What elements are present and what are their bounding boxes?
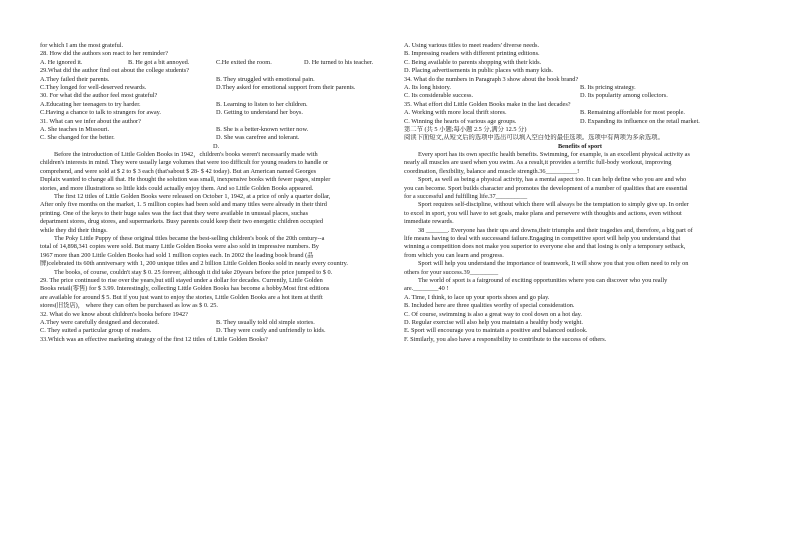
passage-line: The world of sport is a fairground of exciting opportunities where you can discover who you really bbox=[418, 276, 668, 284]
option-b: B. She is a better-known writer now. bbox=[216, 125, 309, 133]
answer-option-a: A. Time, I think, to lace up your sports shoes and go play. bbox=[404, 293, 550, 301]
option-d: D. Getting to understand her boys. bbox=[216, 109, 303, 117]
passage-line: winning a competition does not make you superior to everyone else and that losing is only a temporary setback, bbox=[404, 243, 686, 251]
left-column bbox=[40, 42, 392, 344]
passage-line: Duplaix wanted to change all that. He thought the solution was small, inexpensive books with fewer pages, simpler bbox=[40, 176, 331, 184]
option-d: D.They asked for emotional support from their parents. bbox=[216, 83, 356, 91]
option-c: C.They longed for well-deserved rewards. bbox=[40, 83, 147, 91]
question-34-stem: 34. What do the numbers in Paragraph 3 show about the book brand? bbox=[404, 75, 579, 83]
passage-title: Benefits of sport bbox=[557, 142, 603, 150]
passage-line: stores(旧货店)， where they can often be purchased as low as $ 0. 25. bbox=[40, 302, 219, 310]
option-c: C.He exited the room. bbox=[216, 58, 272, 66]
option-c: C. Winning the hearts of various age groups. bbox=[404, 117, 517, 125]
passage-line: Before the introduction of Little Golden Books in 1942，children's books weren't necessarily made with bbox=[54, 151, 318, 159]
passage-line: The first 12 titles of Little Golden Books were released on October 1, 1942, at a price of only a quarter dollar, bbox=[54, 193, 331, 201]
question-29-options-row2 bbox=[40, 84, 392, 92]
passage-line: Sport requires self-discipline, without which there will always be the temptation to simply give up. In order bbox=[418, 201, 689, 209]
question-34-options-row2 bbox=[404, 92, 756, 100]
question-33-option-c: C. Being available to parents shopping with their kids. bbox=[404, 58, 542, 66]
option-c: C. She changed for the better. bbox=[40, 134, 115, 142]
answer-option-d: D. Regular exercise will also help you maintain a healthy body weight. bbox=[404, 318, 583, 326]
option-c: C.Having a chance to talk to strangers for away. bbox=[40, 109, 161, 117]
answer-option-b: B. Included here are three qualities worthy of special consideration. bbox=[404, 302, 575, 310]
passage-line: stories, and more illustrations so little kids could actually enjoy them. And so Little Golden Books appeared. bbox=[40, 184, 314, 192]
passage-line: 牌)celebrated its 60th anniversary with 1, 200 unique titles and 2 billion Little Golden Books sold in nearly every country. bbox=[40, 260, 348, 268]
option-b: B. He got a bit annoyed. bbox=[128, 58, 190, 66]
question-35-options-row2 bbox=[404, 118, 756, 126]
option-b: B. They usually told old simple stories. bbox=[216, 318, 315, 326]
passage-line: 29. The price continued to rise over the years,but still stayed under a dollar for decades. Currently, Little Golden bbox=[40, 276, 323, 284]
question-31-options-row2 bbox=[40, 134, 392, 142]
passage-line: 1967 more than 200 Little Golden Books had sold 1 million copies each. In 2002 the leading book brand (品 bbox=[40, 251, 314, 259]
section-instructions: 阅读下面短文,从短文后的选项中选出可以填入空白处的最佳选项。选项中有两项为多余选项。 bbox=[404, 134, 664, 142]
option-d: D. He turned to his teacher. bbox=[304, 58, 374, 66]
question-33-option-d: D. Placing advertisements in public places with many kids. bbox=[404, 67, 553, 75]
passage-line: Books retail(零售) for $ 3.99. Interestingly, collecting Little Golden Books has become a hobby.Most first editions bbox=[40, 285, 330, 293]
question-32-stem: 32. What do we know about children's books before 1942? bbox=[40, 310, 188, 318]
option-a: A.They were carefully designed and decorated. bbox=[40, 318, 160, 326]
option-d: D. She was carefree and tolerant. bbox=[216, 134, 300, 142]
option-a: A. Working with more local thrift stores. bbox=[404, 109, 507, 117]
passage-line: immediate rewards. bbox=[404, 218, 454, 226]
option-a: A. She teaches in Missouri. bbox=[40, 125, 110, 133]
question-28-options bbox=[40, 59, 392, 67]
option-d: D. They were costly and unfriendly to kids. bbox=[216, 327, 326, 335]
question-33-option-b: B. Impressing readers with different printing editions. bbox=[404, 50, 540, 58]
option-d: D. Its popularity among collectors. bbox=[580, 92, 668, 100]
text-line: for which I am the most grateful. bbox=[40, 42, 124, 49]
passage-line: children's interests in mind. They were usually large volumes that were too difficult for young readers to handle or bbox=[40, 159, 329, 167]
option-a: A. Its long history. bbox=[404, 83, 451, 91]
passage-line: from which you can learn and progress. bbox=[404, 251, 504, 259]
passage-line: Sport will help you understand the importance of teamwork, It will show you that you often need to rely on bbox=[418, 260, 689, 268]
option-c: C. They suited a particular group of readers. bbox=[40, 327, 152, 335]
question-35-options-row1 bbox=[404, 109, 756, 117]
passage-line: department stores, drug stores, and supermarkets. Busy parents could keep their two energetic children occupied bbox=[40, 218, 323, 226]
passage-line: life means having to deal with successand failure.Engaging in competitive sport will help you understand that bbox=[404, 234, 681, 242]
option-d: D. Expanding its influence on the retail market. bbox=[580, 117, 700, 125]
passage-line: The books, of course, couldn't stay $ 0. 25 forever, although it did take 20years before the price jumped to $ 0. bbox=[54, 268, 333, 276]
right-column bbox=[404, 42, 756, 344]
question-29-options-row1 bbox=[40, 76, 392, 84]
passage-line: The Poky Little Puppy of these original titles became the best-selling children's book of the 20th century--a bbox=[54, 234, 325, 242]
option-b: B. Learning to listen to her children. bbox=[216, 100, 308, 108]
option-a: A. He ignored it. bbox=[40, 58, 83, 66]
passage-line: are available for around $ 5. But if you just want to enjoy the stories, Little Golden Books are a hot item at thrift bbox=[40, 293, 323, 301]
question-31-options-row1 bbox=[40, 126, 392, 134]
passage-line: to excel in sport, you will have to set goals, make plans and persevere with thoughts and actions, even without bbox=[404, 209, 682, 217]
question-33-stem: 33.Which was an effective marketing strategy of the first 12 titles of Little Golden Books? bbox=[40, 335, 268, 343]
option-b: B. Its pricing strategy. bbox=[580, 83, 636, 91]
option-a: A.Educating her teenagers to try harder. bbox=[40, 100, 141, 108]
question-30-options-row1 bbox=[40, 101, 392, 109]
section-d-heading: D. bbox=[212, 142, 220, 150]
passage-line: After only five months on the market, 1. 5 million copies had been sold and many titles were already in their third bbox=[40, 201, 327, 209]
passage-line: Sport, as well as being a physical activity, has a mental aspect too. It can help define who you are and who bbox=[418, 176, 687, 184]
question-33-option-a: A. Using various titles to meet readers' diverse needs. bbox=[404, 42, 540, 49]
passage-line: while they did their things. bbox=[40, 226, 108, 234]
question-30-options-row2 bbox=[40, 109, 392, 117]
answer-option-c: C. Of course, swimming is also a great way to cool down on a hot day. bbox=[404, 310, 582, 318]
passage-line: comprehend, and were sold at $ 2 to $ 3 each (that'sabout $ 28- $ 42 today). But an American named Georges bbox=[40, 167, 317, 175]
answer-option-f: F. Similarly, you also have a responsibility to contribute to the success of others. bbox=[404, 335, 607, 343]
passage-line: you can become. Sport builds character and promotes the development of a number of qualities that are essential bbox=[404, 184, 688, 192]
option-a: A.They failed their parents. bbox=[40, 75, 110, 83]
passage-line: total of 14,898,341 copies were sold. But many Little Golden Books were also sold in impressive numbers. By bbox=[40, 243, 319, 251]
question-28-stem: 28. How did the authors son react to her reminder? bbox=[40, 50, 168, 58]
option-b: B. They struggled with emotional pain. bbox=[216, 75, 315, 83]
passage-line: 38 _______. Everyone has their ups and downs,their triumphs and their tragedies and, therefore, a big part of bbox=[418, 226, 693, 234]
question-34-options-row1 bbox=[404, 84, 756, 92]
passage-line: for a successful and fulfilling life.37__________ bbox=[404, 193, 528, 201]
question-35-stem: 35. What effort did Little Golden Books make in the last decades? bbox=[404, 100, 571, 108]
question-31-stem: 31. What can we infer about the author? bbox=[40, 117, 141, 125]
question-32-options-row2 bbox=[40, 327, 392, 335]
question-29-stem: 29.What did the author find out about the college students? bbox=[40, 67, 189, 75]
option-b: B. Remaining affordable for most people. bbox=[580, 109, 685, 117]
question-32-options-row1 bbox=[40, 319, 392, 327]
passage-line: others for your success.39_________ bbox=[404, 268, 499, 276]
section-2-heading: 第二节 (共 5 小题;每小题 2.5 分,满分 12.5 分) bbox=[404, 125, 527, 133]
passage-line: Every sport has its own specific health benefits. Swimming, for example, is an excellent physical activity as bbox=[418, 151, 690, 159]
option-c: C. Its considerable success. bbox=[404, 92, 474, 100]
passage-line: are.________40 ! bbox=[404, 285, 449, 293]
question-30-stem: 30. For what did the author feel most grateful? bbox=[40, 92, 158, 100]
passage-line: printing. One of the keys to their huge sales was the fact that they were available in unusual places, suchas bbox=[40, 209, 309, 217]
passage-line: nearly all muscles are used when you swim. As a result,it provides a terrific full-body workout, improving bbox=[404, 159, 672, 167]
passage-line: coordination, flexibility, balance and muscle strength.36__________! bbox=[404, 167, 580, 175]
answer-option-e: E. Sport will encourage you to maintain a positive and balanced outlook. bbox=[404, 327, 588, 335]
